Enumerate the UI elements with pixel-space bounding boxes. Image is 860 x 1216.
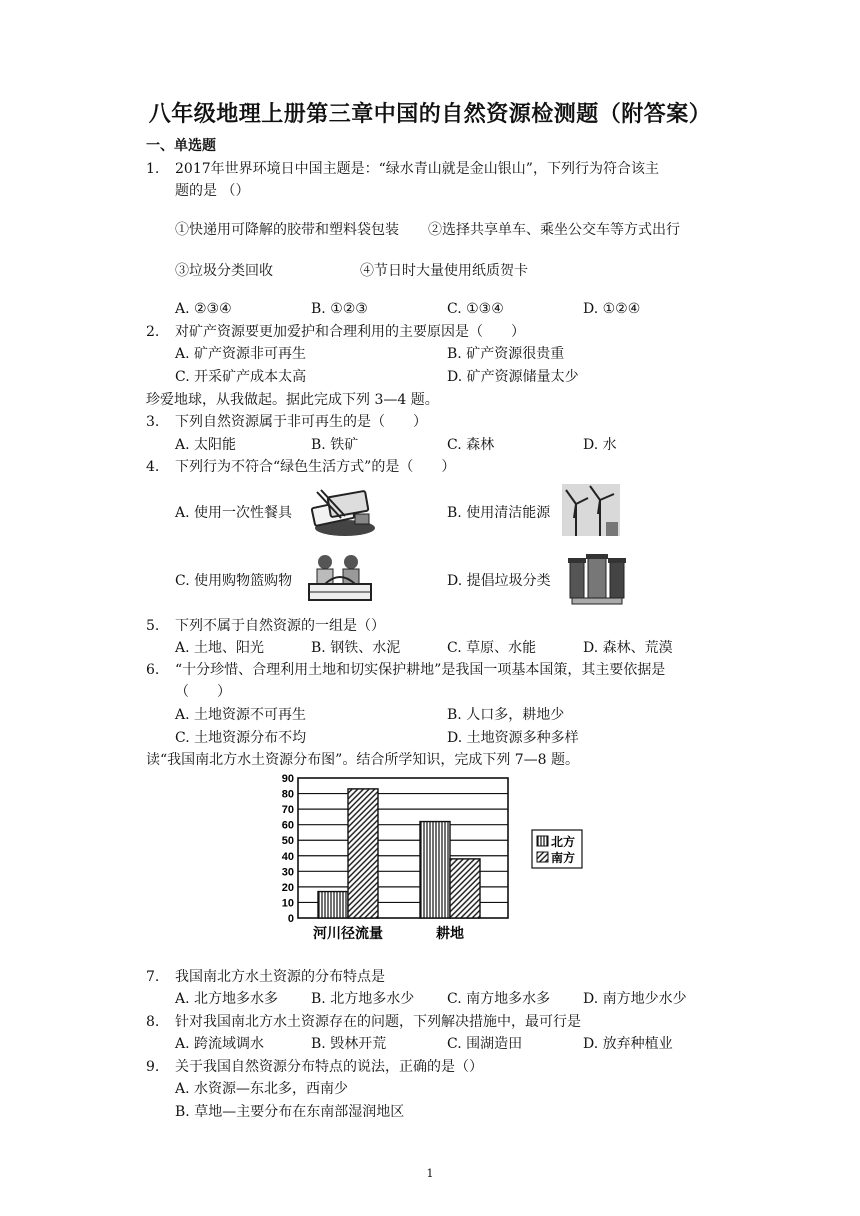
y-tick-label: 0: [287, 913, 294, 925]
question-stem-continued: 题的是 （）: [175, 183, 250, 199]
answer-option: D. 森林、荒漠: [583, 640, 673, 656]
legend-label: 南方: [551, 851, 576, 865]
legend-label: 北方: [551, 835, 576, 849]
question-stem: 下列行为不符合“绿色生活方式”的是（ ）: [175, 459, 456, 475]
answer-option: A. 土地、阳光: [175, 640, 265, 656]
y-tick-label: 60: [281, 819, 294, 832]
y-tick-label: 40: [281, 850, 294, 863]
answer-option: D. 南方地少水少: [583, 991, 687, 1007]
answer-option: A. 使用一次性餐具: [175, 505, 293, 521]
answer-option: C. 土地资源分布不均: [175, 730, 307, 746]
answer-option: A. 太阳能: [175, 437, 237, 453]
disposable-tableware-illustration: [305, 484, 377, 540]
bar: [318, 892, 348, 918]
answer-option: A. ②③④: [175, 301, 232, 317]
legend-swatch: [537, 836, 548, 846]
answer-option: B. 毁林开荒: [311, 1036, 387, 1052]
category-label: 河川径流量: [313, 926, 383, 942]
answer-option: C. 南方地多水多: [447, 991, 551, 1007]
category-label: 耕地: [436, 926, 464, 942]
answer-option: A. 水资源—东北多，西南少: [175, 1081, 349, 1097]
garbage-bins-illustration: [566, 552, 628, 606]
answer-option: B. 铁矿: [311, 437, 359, 453]
answer-option: D. 矿产资源储量太少: [447, 369, 579, 385]
question-number: 5.: [146, 618, 160, 634]
answer-option: B. 钢铁、水泥: [311, 640, 401, 656]
question-stem: 下列不属于自然资源的一组是（）: [175, 618, 385, 634]
water-land-resources-bar-chart: [270, 768, 590, 946]
answer-option: A. 矿产资源非可再生: [175, 346, 307, 362]
answer-option: B. 矿产资源很贵重: [447, 346, 565, 362]
answer-option: D. 提倡垃圾分类: [447, 573, 551, 589]
y-tick-label: 50: [281, 835, 294, 848]
question-stem-continued: （ ）: [175, 684, 231, 700]
y-tick-label: 90: [281, 773, 294, 785]
y-tick-label: 30: [281, 866, 294, 879]
y-tick-label: 10: [281, 897, 294, 910]
wind-turbine-illustration: [562, 484, 620, 536]
section-heading: 一、单选题: [146, 138, 216, 154]
answer-option: C. 森林: [447, 437, 495, 453]
statement-item: ④节日时大量使用纸质贺卡: [360, 263, 528, 279]
answer-option: A. 北方地多水多: [175, 991, 279, 1007]
answer-option: C. 开采矿产成本太高: [175, 369, 307, 385]
question-stem: 关于我国自然资源分布特点的说法，正确的是（）: [175, 1059, 483, 1075]
shopping-basket-illustration: [305, 552, 375, 604]
bar: [348, 789, 378, 918]
question-stem: 我国南北方水土资源的分布特点是: [175, 969, 385, 985]
answer-option: B. 北方地多水少: [311, 991, 415, 1007]
question-number: 2.: [146, 324, 160, 340]
y-tick-label: 70: [281, 804, 294, 817]
answer-option: B. 使用清洁能源: [447, 505, 551, 521]
answer-option: B. 草地—主要分布在东南部湿润地区: [175, 1104, 405, 1120]
question-stem: 对矿产资源要更加爱护和合理利用的主要原因是（ ）: [175, 324, 525, 340]
question-stem: “十分珍惜、合理利用土地和切实保护耕地”是我国一项基本国策，其主要依据是: [175, 662, 666, 678]
answer-option: C. 草原、水能: [447, 640, 537, 656]
question-number: 6.: [146, 662, 160, 678]
statement-item: ③垃圾分类回收: [175, 263, 273, 279]
page-number: 1: [426, 1167, 434, 1180]
question-stem: 针对我国南北方水土资源存在的问题，下列解决措施中，最可行是: [175, 1014, 581, 1030]
y-tick-label: 20: [281, 881, 294, 894]
answer-option: A. 土地资源不可再生: [175, 707, 307, 723]
answer-option: D. 土地资源多种多样: [447, 730, 579, 746]
answer-option: D. 水: [583, 437, 617, 453]
passage-intro: 珍爱地球，从我做起。据此完成下列 3—4 题。: [146, 392, 439, 408]
bar: [420, 822, 450, 918]
answer-option: B. ①②③: [311, 301, 368, 317]
answer-option: C. 使用购物篮购物: [175, 573, 293, 589]
answer-option: A. 跨流域调水: [175, 1036, 265, 1052]
answer-option: D. 放弃种植业: [583, 1036, 673, 1052]
question-number: 9.: [146, 1059, 160, 1075]
question-stem: 下列自然资源属于非可再生的是（ ）: [175, 414, 427, 430]
legend-swatch: [537, 852, 548, 862]
y-tick-label: 80: [281, 788, 294, 801]
question-number: 7.: [146, 969, 160, 985]
statement-item: ①快递用可降解的胶带和塑料袋包装: [175, 222, 399, 238]
document-title: 八年级地理上册第三章中国的自然资源检测题（附答案）: [148, 101, 712, 127]
answer-option: B. 人口多，耕地少: [447, 707, 565, 723]
answer-option: C. ①③④: [447, 301, 504, 317]
question-number: 1.: [146, 161, 160, 177]
answer-option: C. 围湖造田: [447, 1036, 523, 1052]
question-number: 3.: [146, 414, 160, 430]
passage-intro: 读“我国南北方水土资源分布图”。结合所学知识，完成下列 7—8 题。: [146, 752, 580, 768]
question-number: 8.: [146, 1014, 160, 1030]
statement-item: ②选择共享单车、乘坐公交车等方式出行: [428, 222, 680, 238]
answer-option: D. ①②④: [583, 301, 641, 317]
question-number: 4.: [146, 459, 160, 475]
bar: [450, 859, 480, 918]
question-stem: 2017年世界环境日中国主题是：“绿水青山就是金山银山”，下列行为符合该主: [175, 161, 659, 177]
